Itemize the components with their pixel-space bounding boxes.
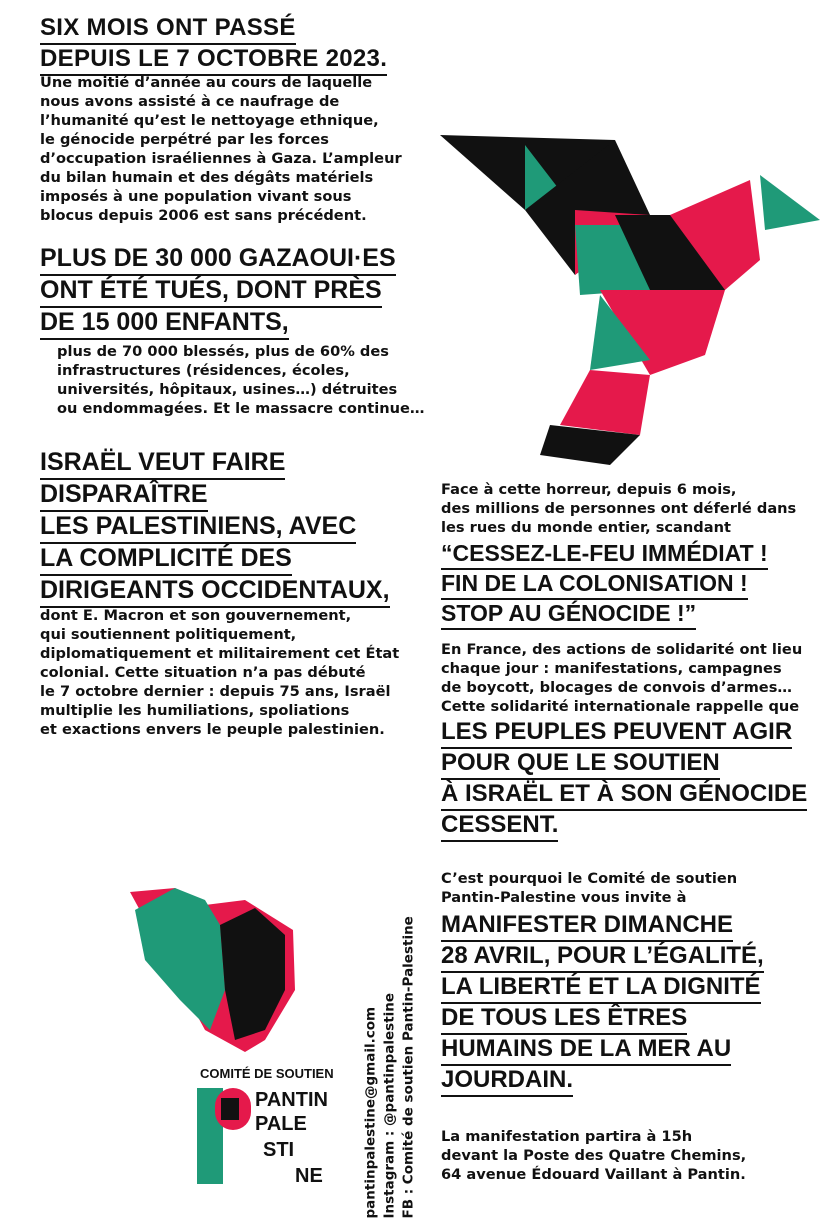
solidarity-headline [441, 718, 807, 842]
dove-green-head [760, 175, 820, 230]
slogan-line: “CESSEZ-LE-FEU IMMÉDIAT ! [441, 540, 768, 570]
text-line: le génocide perpétré par les forces [40, 131, 329, 148]
intro-body [40, 73, 402, 225]
text-line: colonial. Cette situation n’a pas débuté [40, 664, 366, 681]
text-line: chaque jour : manifestations, campagnes [441, 660, 782, 677]
text-line: dont E. Macron et son gouvernement, [40, 607, 352, 624]
israel-headline-line: DISPARAÎTRE [40, 480, 208, 512]
origami-dove-illustration [440, 125, 820, 470]
dove-red-lower [560, 370, 650, 435]
text-line: 64 avenue Édouard Vaillant à Pantin. [441, 1166, 746, 1183]
text-line: de boycott, blocages de convois d’armes… [441, 679, 792, 696]
text-line: et exactions envers le peuple palestinien. [40, 721, 385, 738]
solidarity-headline-line: POUR QUE LE SOUTIEN [441, 749, 720, 780]
israel-headline [40, 448, 390, 608]
toll-headline [40, 244, 396, 340]
intro-headline-line: DEPUIS LE 7 OCTOBRE 2023. [40, 45, 387, 76]
wordmark-big-p-counter [221, 1098, 239, 1120]
text-line: blocus depuis 2006 est sans précédent. [40, 207, 367, 224]
text-line: plus de 70 000 blessés, plus de 60% des [57, 343, 389, 360]
israel-body [40, 606, 399, 739]
wordmark-line-2: PALE [255, 1113, 307, 1135]
text-line: C’est pourquoi le Comité de soutien [441, 870, 738, 887]
solidarity-headline-line: LES PEUPLES PEUVENT AGIR [441, 718, 792, 749]
toll-headline-line: DE 15 000 ENFANTS, [40, 308, 289, 340]
intro-headline-line: SIX MOIS ONT PASSÉ [40, 14, 296, 45]
invite-headline-line: JOURDAIN. [441, 1066, 573, 1097]
text-line: des millions de personnes ont déferlé dans [441, 500, 797, 517]
text-line: ou endommagées. Et le massacre continue… [57, 400, 425, 417]
text-line: qui soutiennent politiquement, [40, 626, 297, 643]
invite-headline-line: DE TOUS LES ÊTRES [441, 1004, 687, 1035]
israel-headline-line: ISRAËL VEUT FAIRE [40, 448, 285, 480]
text-line: devant la Poste des Quatre Chemins, [441, 1147, 747, 1164]
toll-body [57, 342, 425, 418]
slogan-headline [441, 540, 768, 630]
heart-logo-illustration [125, 880, 300, 1060]
contact-facebook[interactable]: FB : Comité de soutien Pantin-Palestine [400, 916, 417, 1219]
toll-headline-line: PLUS DE 30 000 GAZAOUI·ES [40, 244, 396, 276]
invite-headline-line: HUMAINS DE LA MER AU [441, 1035, 731, 1066]
slogan-line: FIN DE LA COLONISATION ! [441, 570, 748, 600]
committee-caption: COMITÉ DE SOUTIEN [200, 1066, 334, 1081]
text-line: multiplie les humiliations, spoliations [40, 702, 350, 719]
text-line: La manifestation partira à 15h [441, 1128, 693, 1145]
toll-headline-line: ONT ÉTÉ TUÉS, DONT PRÈS [40, 276, 382, 308]
invite-body [441, 869, 737, 907]
text-line: imposés à une population vivant sous [40, 188, 352, 205]
text-line: Face à cette horreur, depuis 6 mois, [441, 481, 737, 498]
text-line: nous avons assisté à ce naufrage de [40, 93, 340, 110]
text-line: le 7 octobre dernier : depuis 75 ans, Israël [40, 683, 391, 700]
text-line: Cette solidarité internationale rappelle que [441, 698, 800, 715]
invite-headline [441, 911, 764, 1097]
details-body [441, 1127, 746, 1184]
text-line: Pantin-Palestine vous invite à [441, 889, 687, 906]
horror-body [441, 480, 796, 537]
pantin-palestine-wordmark [195, 1084, 355, 1189]
israel-headline-line: LA COMPLICITÉ DES [40, 544, 292, 576]
solidarity-body [441, 640, 802, 716]
contacts-vertical [362, 889, 419, 1219]
invite-headline-line: LA LIBERTÉ ET LA DIGNITÉ [441, 973, 761, 1004]
slogan-line: STOP AU GÉNOCIDE !” [441, 600, 696, 630]
israel-headline-line: DIRIGEANTS OCCIDENTAUX, [40, 576, 390, 608]
contact-instagram[interactable]: Instagram : @pantinpalestine [381, 992, 398, 1219]
text-line: diplomatiquement et militairement cet État [40, 645, 400, 662]
text-line: Une moitié d’année au cours de laquelle [40, 74, 373, 91]
wordmark-line-1: PANTIN [255, 1089, 328, 1111]
solidarity-headline-line: À ISRAËL ET À SON GÉNOCIDE [441, 780, 807, 811]
text-line: l’humanité qu’est le nettoyage ethnique, [40, 112, 379, 129]
invite-headline-line: 28 AVRIL, POUR L’ÉGALITÉ, [441, 942, 764, 973]
text-line: d’occupation israéliennes à Gaza. L’ampleur [40, 150, 402, 167]
wordmark-line-3: STI [263, 1139, 295, 1161]
contact-email[interactable]: pantinpalestine@gmail.com [362, 1006, 379, 1219]
solidarity-headline-line: CESSENT. [441, 811, 558, 842]
text-line: les rues du monde entier, scandant [441, 519, 731, 536]
text-line: En France, des actions de solidarité ont lieu [441, 641, 803, 658]
text-line: infrastructures (résidences, écoles, [57, 362, 350, 379]
israel-headline-line: LES PALESTINIENS, AVEC [40, 512, 356, 544]
invite-headline-line: MANIFESTER DIMANCHE [441, 911, 733, 942]
intro-headline [40, 14, 387, 76]
text-line: universités, hôpitaux, usines…) détruites [57, 381, 398, 398]
text-line: du bilan humain et des dégâts matériels [40, 169, 374, 186]
wordmark-line-4: NE [295, 1165, 323, 1187]
